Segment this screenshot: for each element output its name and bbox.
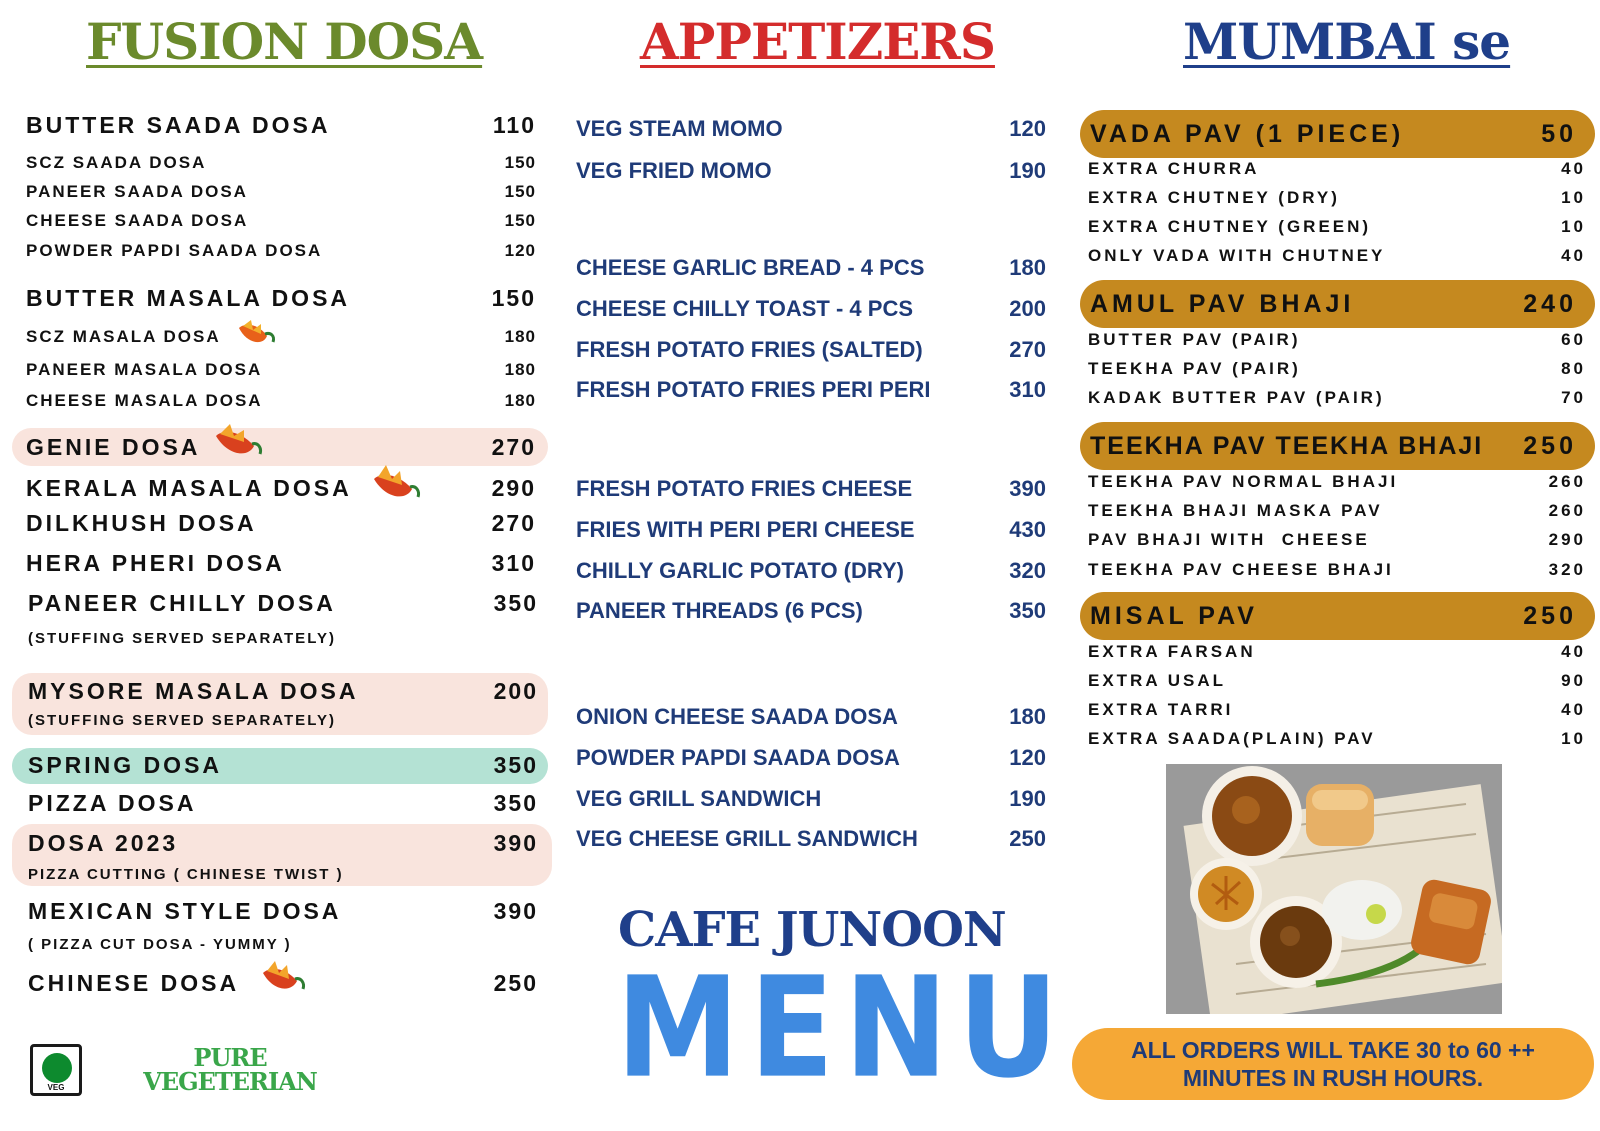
menu-item: MEXICAN STYLE DOSA 390 [28, 898, 538, 924]
menu-item: VEG GRILL SANDWICH 190 [576, 786, 1046, 811]
menu-item: KADAK BUTTER PAV (PAIR) 70 [1088, 388, 1586, 407]
section-band: TEEKHA PAV TEEKHA BHAJI 250 [1080, 422, 1595, 470]
fusion-dosa-title: FUSION DOSA [86, 12, 483, 71]
chili-pepper-icon [370, 465, 422, 511]
menu-item: BUTTER MASALA DOSA 150 [26, 285, 536, 311]
chili-pepper-icon [233, 318, 277, 357]
menu-item: POWDER PAPDI SAADA DOSA 120 [576, 745, 1046, 770]
menu-item: TEEKHA BHAJI MASKA PAV 260 [1088, 501, 1586, 520]
menu-item: CHILLY GARLIC POTATO (DRY) 320 [576, 558, 1046, 583]
menu-item: VEG CHEESE GRILL SANDWICH 250 [576, 826, 1046, 851]
rush-hour-notice: ALL ORDERS WILL TAKE 30 to 60 ++ MINUTES IN RUSH HOURS. [1072, 1028, 1594, 1100]
menu-item: FRESH POTATO FRIES (SALTED) 270 [576, 337, 1046, 362]
menu-item: PANEER CHILLY DOSA 350 [28, 590, 538, 616]
menu-item: VEG STEAM MOMO 120 [576, 116, 1046, 141]
menu-item: CHINESE DOSA 250 [28, 964, 538, 1002]
item-note: PIZZA CUTTING ( CHINESE TWIST ) [28, 866, 344, 883]
menu-item: EXTRA FARSAN 40 [1088, 642, 1586, 661]
food-photo [1166, 764, 1502, 1014]
menu-item: PANEER MASALA DOSA 180 [26, 360, 536, 379]
section-band: VADA PAV (1 PIECE) 50 [1080, 110, 1595, 158]
menu-item: CHEESE SAADA DOSA 150 [26, 211, 536, 230]
menu-item: DILKHUSH DOSA 270 [26, 510, 536, 536]
menu-item: BUTTER PAV (PAIR) 60 [1088, 330, 1586, 349]
menu-item: VEG FRIED MOMO 190 [576, 158, 1046, 183]
menu-item: CHEESE MASALA DOSA 180 [26, 391, 536, 410]
menu-item: HERA PHERI DOSA 310 [26, 550, 536, 576]
menu-item: BUTTER SAADA DOSA 110 [26, 112, 536, 138]
menu-item: POWDER PAPDI SAADA DOSA 120 [26, 241, 536, 260]
menu-item: CHEESE CHILLY TOAST - 4 PCS 200 [576, 296, 1046, 321]
menu-item: TEEKHA PAV (PAIR) 80 [1088, 359, 1586, 378]
menu-item: EXTRA CHUTNEY (DRY) 10 [1088, 188, 1586, 207]
item-note: (STUFFING SERVED SEPARATELY) [28, 712, 336, 729]
menu-item: EXTRA USAL 90 [1088, 671, 1586, 690]
menu-item: PANEER THREADS (6 PCS) 350 [576, 598, 1046, 623]
menu-item: KERALA MASALA DOSA 290 [26, 468, 536, 508]
menu-item: EXTRA CHURRA 40 [1088, 159, 1586, 178]
menu-item: TEEKHA PAV NORMAL BHAJI 260 [1088, 472, 1586, 491]
chili-pepper-icon [259, 961, 307, 1005]
menu-item: EXTRA SAADA(PLAIN) PAV 10 [1088, 729, 1586, 748]
menu-item: EXTRA TARRI 40 [1088, 700, 1586, 719]
menu-item: PIZZA DOSA 350 [28, 790, 538, 816]
menu-item: FRESH POTATO FRIES PERI PERI 310 [576, 377, 1046, 402]
item-note: (STUFFING SERVED SEPARATELY) [28, 630, 336, 647]
menu-item: ONION CHEESE SAADA DOSA 180 [576, 704, 1046, 729]
menu-item: DOSA 2023 390 [28, 830, 538, 856]
menu-item: ONLY VADA WITH CHUTNEY 40 [1088, 246, 1586, 265]
menu-item: GENIE DOSA 270 [26, 428, 536, 466]
veg-label: VEG [47, 1083, 65, 1092]
veg-symbol-icon [30, 1044, 82, 1096]
menu-item: PANEER SAADA DOSA 150 [26, 182, 536, 201]
section-band: MISAL PAV 250 [1080, 592, 1595, 640]
menu-item: SCZ MASALA DOSA 180 [26, 320, 536, 354]
menu-item: SPRING DOSA 350 [28, 752, 538, 778]
menu-item: FRESH POTATO FRIES CHEESE 390 [576, 476, 1046, 501]
item-note: ( PIZZA CUT DOSA - YUMMY ) [28, 936, 292, 953]
menu-item: SCZ SAADA DOSA 150 [26, 153, 536, 172]
menu-item: PAV BHAJI WITH CHEESE 290 [1088, 530, 1586, 549]
menu-item: FRIES WITH PERI PERI CHEESE 430 [576, 517, 1046, 542]
pure-vegetarian-label: PURE VEGETERIAN [143, 1043, 317, 1096]
menu-heading: MENU [616, 948, 1069, 1110]
cafe-name: CAFE JUNOON [618, 902, 1006, 958]
menu-item: EXTRA CHUTNEY (GREEN) 10 [1088, 217, 1586, 236]
menu-item: CHEESE GARLIC BREAD - 4 PCS 180 [576, 255, 1046, 280]
chili-pepper-icon [212, 424, 264, 470]
menu-item: MYSORE MASALA DOSA 200 [28, 678, 538, 704]
section-band: AMUL PAV BHAJI 240 [1080, 280, 1595, 328]
menu-item: TEEKHA PAV CHEESE BHAJI 320 [1088, 560, 1586, 579]
appetizers-title: APPETIZERS [640, 12, 995, 71]
mumbai-se-title: MUMBAI se [1183, 12, 1511, 71]
